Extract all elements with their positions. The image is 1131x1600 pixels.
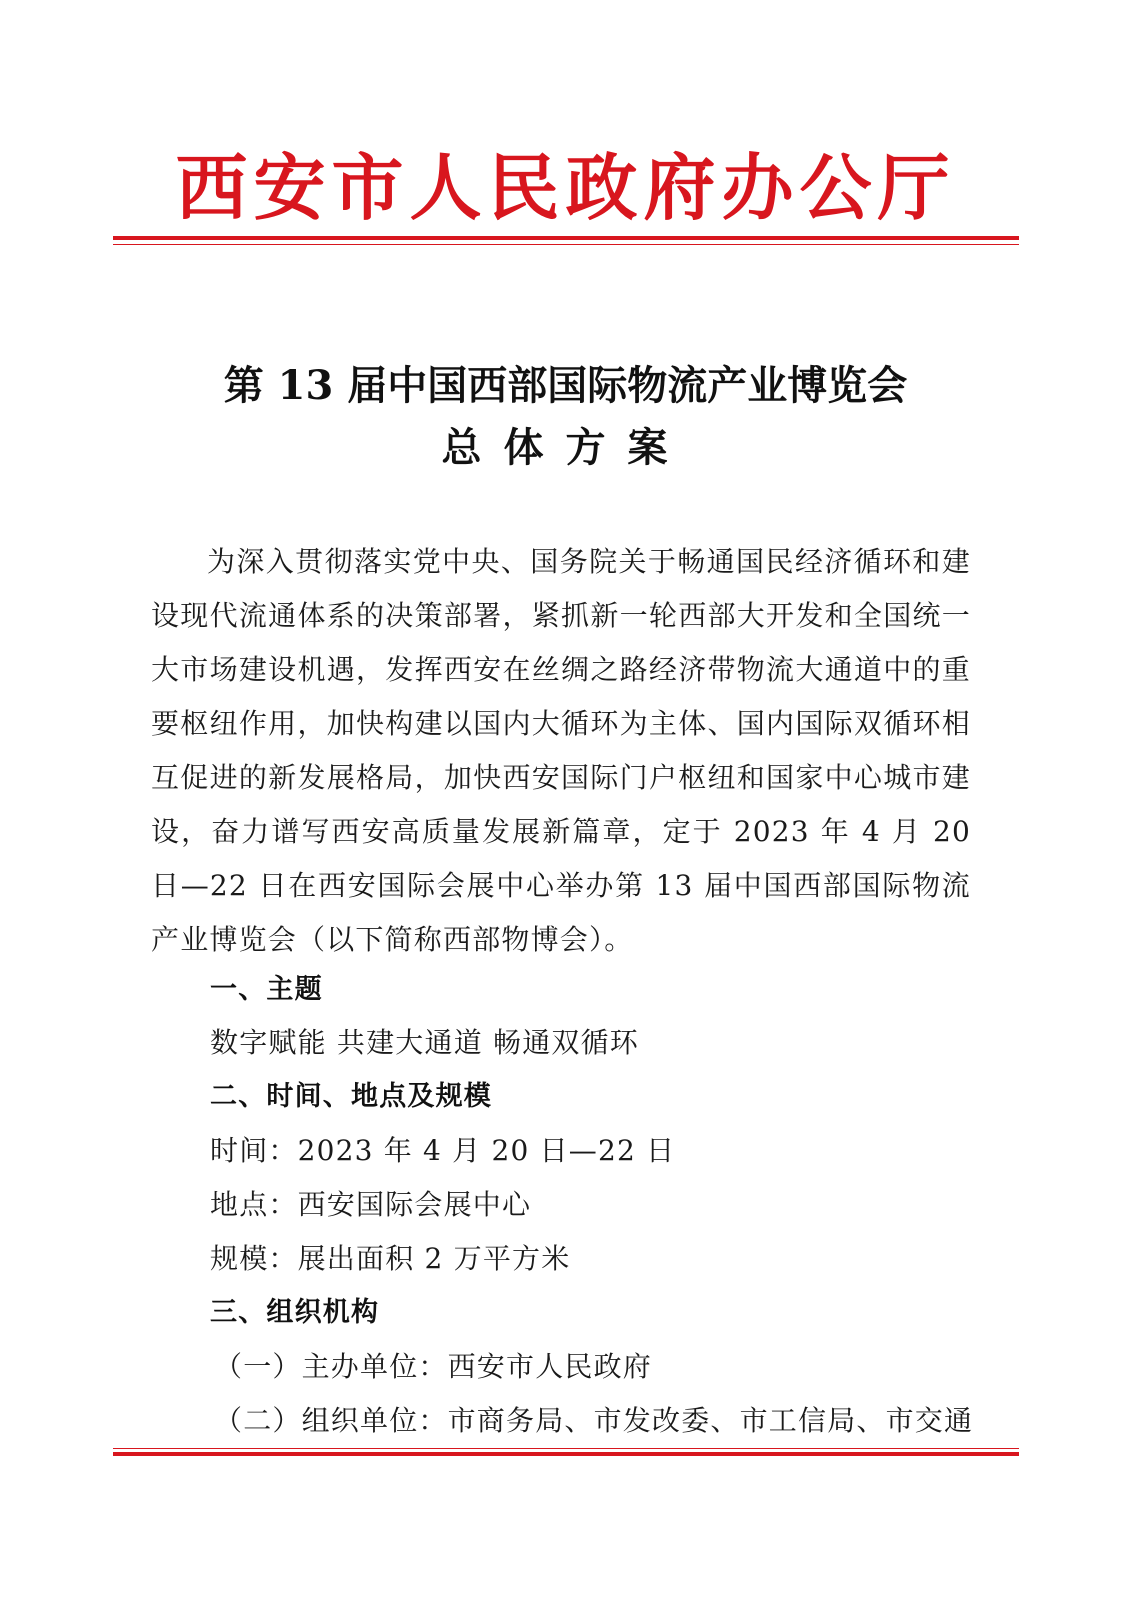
letterhead-rule-thick	[113, 236, 1019, 240]
section-theme-heading: 一、主题	[210, 974, 323, 1005]
event-place: 地点：西安国际会展中心	[210, 1188, 532, 1221]
document-subtitle: 总体方案	[441, 424, 690, 471]
footer-rule-thick	[113, 1452, 1019, 1456]
footer-rule-thin	[113, 1448, 1019, 1449]
section-organization-heading: 三、组织机构	[210, 1297, 380, 1328]
event-time: 时间：2023 年 4 月 20 日—22 日	[210, 1134, 676, 1167]
letterhead-rule-thin	[113, 244, 1019, 245]
letterhead-issuer: 西安市人民政府办公厅	[175, 145, 956, 230]
section-theme-content: 数字赋能 共建大通道 畅通双循环	[210, 1026, 640, 1059]
organization-organizer: （二）组织单位：市商务局、市发改委、市工信局、市交通	[214, 1404, 974, 1437]
document-title: 第 13 届中国西部国际物流产业博览会	[223, 362, 908, 409]
organization-host: （一）主办单位：西安市人民政府	[214, 1350, 653, 1383]
event-scale: 规模：展出面积 2 万平方米	[210, 1242, 571, 1275]
intro-paragraph: 为深入贯彻落实党中央、国务院关于畅通国民经济循环和建设现代流通体系的决策部署，紧抓新一轮西部大开发和全国统一大市场建设机遇，发挥西安在丝绸之路经济带物流大通道中的重要枢纽作用，加快构建以国内大循环为主体、国内国际双循环相互促进的新发展格局，加快西安国际门户枢纽和国家中心城市建设，奋力谱写西安高质量发展新篇章，定于 2023 年 4 月 20 日—22 日在西安国际会展中心举办第 13 届中国西部国际物流产业博览会（以下简称西部物博会）。	[151, 545, 971, 956]
section-time-place-heading: 二、时间、地点及规模	[210, 1081, 492, 1112]
